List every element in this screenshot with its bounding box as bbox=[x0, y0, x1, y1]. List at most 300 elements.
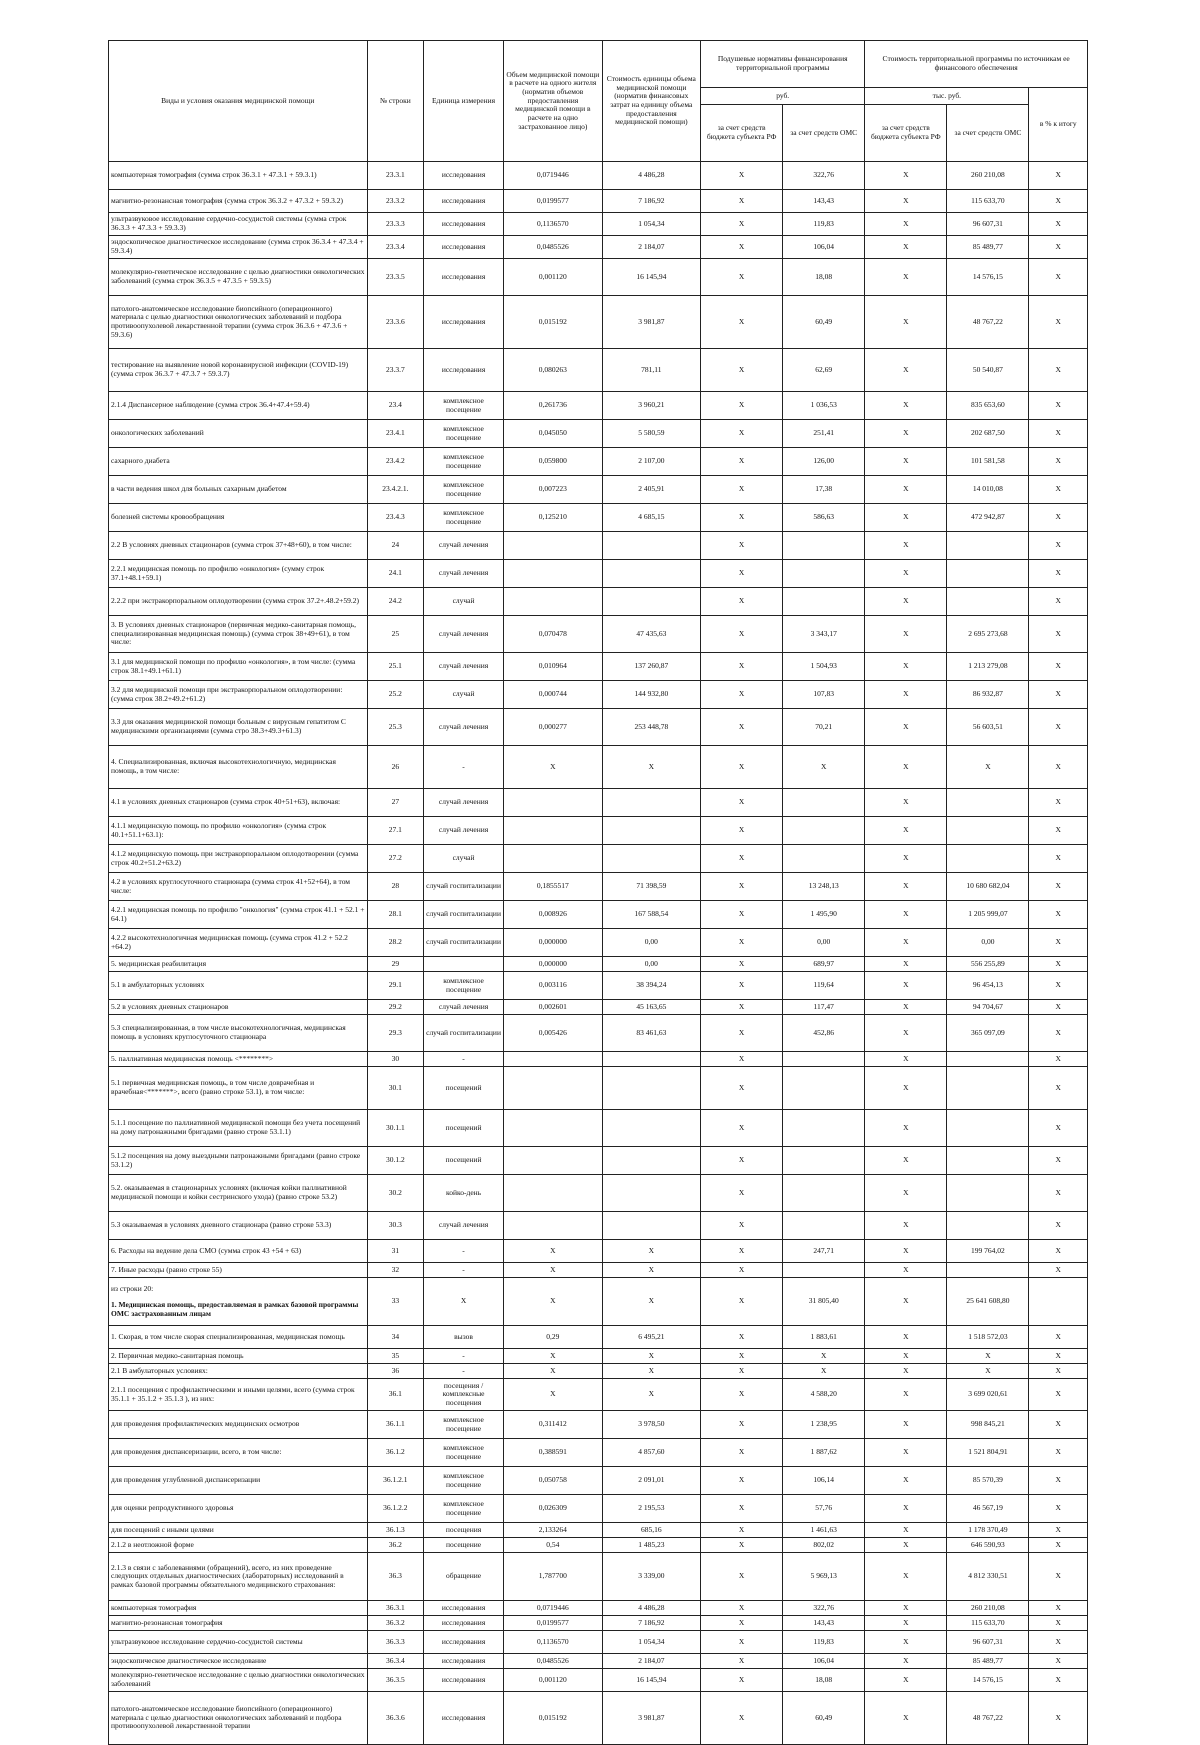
row-cost-oms: 646 590,93 bbox=[947, 1538, 1029, 1553]
row-number: 29 bbox=[367, 957, 423, 972]
row-label: 2.1.2 в неотложной форме bbox=[109, 1538, 368, 1553]
row-cost-oms: 96 607,31 bbox=[947, 213, 1029, 236]
row-unit-cost: X bbox=[602, 1263, 701, 1278]
row-label: 2.2 В условиях дневных стационаров (сумма строк 37+48+60), в том числе: bbox=[109, 532, 368, 560]
row-percapita-oms: 0,00 bbox=[783, 929, 865, 957]
row-unit-cost: 1 054,34 bbox=[602, 213, 701, 236]
row-percapita-budget: X bbox=[701, 1439, 783, 1467]
row-number: 25.1 bbox=[367, 653, 423, 681]
row-number: 25 bbox=[367, 616, 423, 653]
row-cost-budget: X bbox=[865, 349, 947, 392]
row-label bbox=[109, 1278, 368, 1326]
row-percapita-budget: X bbox=[701, 1067, 783, 1110]
row-percapita-oms: 106,14 bbox=[783, 1467, 865, 1495]
row-number: 28.2 bbox=[367, 929, 423, 957]
row-volume bbox=[504, 1067, 603, 1110]
row-cost-oms bbox=[947, 1110, 1029, 1147]
row-number: 30.1.2 bbox=[367, 1147, 423, 1175]
table-row bbox=[109, 1538, 1088, 1553]
header-budget-rub: за счет средств бюджета субъекта РФ bbox=[701, 105, 783, 162]
row-unit-cost: 7 186,92 bbox=[602, 1616, 701, 1631]
row-unit: комплексное посещение bbox=[424, 1411, 504, 1439]
row-cost-oms: 96 607,31 bbox=[947, 1631, 1029, 1654]
row-unit-cost: 1 485,23 bbox=[602, 1538, 701, 1553]
table-row bbox=[109, 817, 1088, 845]
row-cost-oms: 365 097,09 bbox=[947, 1015, 1029, 1052]
table-row bbox=[109, 1601, 1088, 1616]
row-unit: посещения bbox=[424, 1523, 504, 1538]
row-percent: X bbox=[1029, 957, 1088, 972]
row-cost-budget: X bbox=[865, 1601, 947, 1616]
row-cost-oms: 260 210,08 bbox=[947, 1601, 1029, 1616]
row-percent: X bbox=[1029, 972, 1088, 1000]
row-percent: X bbox=[1029, 1523, 1088, 1538]
row-percent: X bbox=[1029, 929, 1088, 957]
row-unit-cost: 7 186,92 bbox=[602, 190, 701, 213]
table-row bbox=[109, 1654, 1088, 1669]
row-number: 33 bbox=[367, 1278, 423, 1326]
row-cost-budget: X bbox=[865, 213, 947, 236]
table-row bbox=[109, 532, 1088, 560]
row-volume: 0,001120 bbox=[504, 1669, 603, 1692]
row-cost-oms: 556 255,89 bbox=[947, 957, 1029, 972]
row-cost-budget: X bbox=[865, 1495, 947, 1523]
row-percapita-budget: X bbox=[701, 845, 783, 873]
row-unit: комплексное посещение bbox=[424, 420, 504, 448]
row-unit-cost: 2 195,53 bbox=[602, 1495, 701, 1523]
row-cost-oms: 472 942,87 bbox=[947, 504, 1029, 532]
row-unit: случай лечения bbox=[424, 789, 504, 817]
row-volume bbox=[504, 789, 603, 817]
row-percapita-budget: X bbox=[701, 1015, 783, 1052]
row-percapita-budget: X bbox=[701, 392, 783, 420]
row-unit-cost: 167 588,54 bbox=[602, 901, 701, 929]
row-cost-budget: X bbox=[865, 1067, 947, 1110]
row-percapita-oms: 60,49 bbox=[783, 296, 865, 349]
row-unit-cost: 2 107,00 bbox=[602, 448, 701, 476]
table-row bbox=[109, 1175, 1088, 1212]
row-cost-oms: X bbox=[947, 1349, 1029, 1364]
row-percent: X bbox=[1029, 259, 1088, 296]
row-unit-cost: 3 981,87 bbox=[602, 1692, 701, 1745]
row-label: 5.1 в амбулаторных условиях bbox=[109, 972, 368, 1000]
row-number: 36.3.5 bbox=[367, 1669, 423, 1692]
row-cost-budget: X bbox=[865, 420, 947, 448]
row-number: 25.2 bbox=[367, 681, 423, 709]
row-unit-cost bbox=[602, 560, 701, 588]
row-cost-oms bbox=[947, 532, 1029, 560]
row-percapita-budget: X bbox=[701, 1523, 783, 1538]
row-percapita-oms: 247,71 bbox=[783, 1240, 865, 1263]
row-volume: 0,0719446 bbox=[504, 1601, 603, 1616]
row-percapita-budget: X bbox=[701, 504, 783, 532]
row-cost-oms bbox=[947, 845, 1029, 873]
row-cost-budget: X bbox=[865, 1654, 947, 1669]
row-percapita-budget: X bbox=[701, 681, 783, 709]
row-label: 4.2 в условиях круглосуточного стационара (сумма строк 41+52+64), в том числе: bbox=[109, 873, 368, 901]
document-page bbox=[108, 40, 1088, 1745]
row-percapita-oms: X bbox=[783, 1364, 865, 1379]
row-unit-cost: 4 486,28 bbox=[602, 1601, 701, 1616]
row-unit: комплексное посещение bbox=[424, 392, 504, 420]
row-number: 23.4 bbox=[367, 392, 423, 420]
row-percapita-budget: X bbox=[701, 1052, 783, 1067]
table-row bbox=[109, 162, 1088, 190]
row-unit: X bbox=[424, 1278, 504, 1326]
row-number: 36.1.2 bbox=[367, 1439, 423, 1467]
row-percapita-budget: X bbox=[701, 1538, 783, 1553]
row-label: 5.1 первичная медицинская помощь, в том числе доврачебная и врачебная<*******>, всего (равно строке 53.1), в том числе: bbox=[109, 1067, 368, 1110]
row-volume: X bbox=[504, 1364, 603, 1379]
table-row bbox=[109, 1669, 1088, 1692]
row-unit: случай лечения bbox=[424, 709, 504, 746]
row-volume: X bbox=[504, 1278, 603, 1326]
row-unit-cost: 3 981,87 bbox=[602, 296, 701, 349]
row-percapita-oms: 1 461,63 bbox=[783, 1523, 865, 1538]
row-percapita-budget: X bbox=[701, 789, 783, 817]
row-unit: случай лечения bbox=[424, 653, 504, 681]
table-row bbox=[109, 504, 1088, 532]
row-cost-budget: X bbox=[865, 972, 947, 1000]
row-cost-budget: X bbox=[865, 588, 947, 616]
row-number: 36.3.4 bbox=[367, 1654, 423, 1669]
row-percapita-oms: 802,02 bbox=[783, 1538, 865, 1553]
row-unit-cost bbox=[602, 1212, 701, 1240]
row-percapita-budget: X bbox=[701, 1379, 783, 1411]
header-program-cost: Стоимость территориальной программы по источникам ее финансового обеспечения bbox=[865, 41, 1088, 88]
row-cost-budget: X bbox=[865, 1553, 947, 1601]
table-row bbox=[109, 789, 1088, 817]
row-unit: случай лечения bbox=[424, 817, 504, 845]
row-percent: X bbox=[1029, 213, 1088, 236]
row-cost-oms: 85 570,39 bbox=[947, 1467, 1029, 1495]
table-row bbox=[109, 1495, 1088, 1523]
row-volume: 0,1136570 bbox=[504, 1631, 603, 1654]
row-cost-oms: 101 581,58 bbox=[947, 448, 1029, 476]
row-unit: посещение bbox=[424, 1538, 504, 1553]
row-label: 4.2.2 высокотехнологичная медицинская помощь (сумма строк 41.2 + 52.2 +64.2) bbox=[109, 929, 368, 957]
row-percent: X bbox=[1029, 1616, 1088, 1631]
row-number: 23.3.1 bbox=[367, 162, 423, 190]
row-cost-oms: 115 633,70 bbox=[947, 1616, 1029, 1631]
row-unit: случай лечения bbox=[424, 1212, 504, 1240]
header-cost: Стоимость единицы объема медицинской помощи (норматив финансовых затрат на единицу объема предоставления медицинской помощи) bbox=[602, 41, 701, 162]
row-label: ультразвуковое исследование сердечно-сосудистой системы bbox=[109, 1631, 368, 1654]
row-percent: X bbox=[1029, 681, 1088, 709]
row-percapita-budget: X bbox=[701, 1654, 783, 1669]
row-label: для проведения профилактических медицинских осмотров bbox=[109, 1411, 368, 1439]
row-number: 36.1.1 bbox=[367, 1411, 423, 1439]
row-unit-cost: 3 978,50 bbox=[602, 1411, 701, 1439]
table-row bbox=[109, 259, 1088, 296]
row-volume: 1,787700 bbox=[504, 1553, 603, 1601]
row-volume: X bbox=[504, 1379, 603, 1411]
row-unit-cost: 5 580,59 bbox=[602, 420, 701, 448]
row-unit-cost: 144 932,80 bbox=[602, 681, 701, 709]
row-volume: 0,54 bbox=[504, 1538, 603, 1553]
row-unit-cost: 4 857,60 bbox=[602, 1439, 701, 1467]
row-percapita-oms: 18,08 bbox=[783, 259, 865, 296]
row-cost-oms: 0,00 bbox=[947, 929, 1029, 957]
row-percapita-budget: X bbox=[701, 1110, 783, 1147]
table-row bbox=[109, 709, 1088, 746]
row-unit bbox=[424, 957, 504, 972]
row-percent: X bbox=[1029, 845, 1088, 873]
row-volume bbox=[504, 817, 603, 845]
row-volume: 0,1136570 bbox=[504, 213, 603, 236]
row-cost-budget: X bbox=[865, 1000, 947, 1015]
row-number: 23.4.2 bbox=[367, 448, 423, 476]
row-percent: X bbox=[1029, 532, 1088, 560]
row-unit: комплексное посещение bbox=[424, 1467, 504, 1495]
row-percapita-budget: X bbox=[701, 448, 783, 476]
row-number: 36.3.1 bbox=[367, 1601, 423, 1616]
header-oms-thrub: за счет средств ОМС bbox=[947, 105, 1029, 162]
row-percapita-oms: 3 343,17 bbox=[783, 616, 865, 653]
row-cost-budget: X bbox=[865, 259, 947, 296]
row-percent: X bbox=[1029, 1538, 1088, 1553]
row-volume: 0,311412 bbox=[504, 1411, 603, 1439]
row-cost-budget: X bbox=[865, 929, 947, 957]
row-cost-oms bbox=[947, 1147, 1029, 1175]
row-label: 3.2 для медицинской помощи при экстракорпоральном оплодотворении: (сумма строк 38.2+49.2+61.2) bbox=[109, 681, 368, 709]
row-number: 23.4.1 bbox=[367, 420, 423, 448]
row-unit-cost bbox=[602, 588, 701, 616]
row-unit: исследования bbox=[424, 162, 504, 190]
row-percapita-oms: 17,38 bbox=[783, 476, 865, 504]
row-percapita-oms: 119,83 bbox=[783, 1631, 865, 1654]
row-label: молекулярно-генетическое исследование с целью диагностики онкологических заболеваний (сумма строк 36.3.5 + 47.3.5 + 59.3.5) bbox=[109, 259, 368, 296]
row-number: 23.3.3 bbox=[367, 213, 423, 236]
row-unit-cost: X bbox=[602, 1364, 701, 1379]
row-cost-oms: X bbox=[947, 1364, 1029, 1379]
row-unit-cost: 2 184,07 bbox=[602, 1654, 701, 1669]
row-unit: комплексное посещение bbox=[424, 1439, 504, 1467]
row-percent: X bbox=[1029, 1692, 1088, 1745]
row-label: патолого-анатомическое исследование биопсийного (операционного) материала с целью диагностики онкологических заболеваний и подбора противоопухолевой лекарственной терапии (сумма строк 36.3.6 + 47.3.6 + 59.3.6) bbox=[109, 296, 368, 349]
table-row bbox=[109, 1523, 1088, 1538]
row-cost-oms: 2 695 273,68 bbox=[947, 616, 1029, 653]
row-unit: случай bbox=[424, 588, 504, 616]
row-cost-oms bbox=[947, 1263, 1029, 1278]
header-row-no: № строки bbox=[367, 41, 423, 162]
row-unit: - bbox=[424, 1349, 504, 1364]
row-cost-budget: X bbox=[865, 1240, 947, 1263]
row-cost-budget: X bbox=[865, 1616, 947, 1631]
row-cost-oms: 25 641 608,80 bbox=[947, 1278, 1029, 1326]
row-unit-cost: 2 405,91 bbox=[602, 476, 701, 504]
row-percapita-budget: X bbox=[701, 901, 783, 929]
row-number: 24.2 bbox=[367, 588, 423, 616]
row-cost-budget: X bbox=[865, 789, 947, 817]
row-unit-cost: 781,11 bbox=[602, 349, 701, 392]
row-percapita-oms: 119,64 bbox=[783, 972, 865, 1000]
row-unit: исследования bbox=[424, 1616, 504, 1631]
row-unit: комплексное посещение bbox=[424, 972, 504, 1000]
row-volume: 0,005426 bbox=[504, 1015, 603, 1052]
row-percapita-oms bbox=[783, 1212, 865, 1240]
table-row bbox=[109, 1052, 1088, 1067]
table-row bbox=[109, 873, 1088, 901]
row-label: эндоскопическое диагностическое исследование bbox=[109, 1654, 368, 1669]
row-number: 30.1 bbox=[367, 1067, 423, 1110]
row-label: 5.3 специализированная, в том числе высокотехнологичная, медицинская помощь в условиях круглосуточного стационара bbox=[109, 1015, 368, 1052]
row-percent: X bbox=[1029, 504, 1088, 532]
row-volume bbox=[504, 845, 603, 873]
row-unit-cost: 38 394,24 bbox=[602, 972, 701, 1000]
row-percent: X bbox=[1029, 1147, 1088, 1175]
row-cost-budget: X bbox=[865, 1439, 947, 1467]
row-volume: 0,015192 bbox=[504, 1692, 603, 1745]
row-unit: исследования bbox=[424, 1654, 504, 1669]
row-number: 23.3.6 bbox=[367, 296, 423, 349]
table-row bbox=[109, 1439, 1088, 1467]
row-percapita-oms bbox=[783, 532, 865, 560]
row-volume: 0,015192 bbox=[504, 296, 603, 349]
row-unit-cost bbox=[602, 532, 701, 560]
row-percapita-oms: 31 805,40 bbox=[783, 1278, 865, 1326]
row-cost-budget: X bbox=[865, 1110, 947, 1147]
row-percapita-budget: X bbox=[701, 1240, 783, 1263]
row-percapita-oms bbox=[783, 560, 865, 588]
row-volume: 0,29 bbox=[504, 1326, 603, 1349]
row-volume: 0,002601 bbox=[504, 1000, 603, 1015]
header-per-capita: Подушевые нормативы финансирования территориальной программы bbox=[701, 41, 865, 88]
table-row bbox=[109, 349, 1088, 392]
row-percapita-oms bbox=[783, 789, 865, 817]
row-unit: посещения / комплексные посещения bbox=[424, 1379, 504, 1411]
row-cost-budget: X bbox=[865, 817, 947, 845]
row-volume: 0,070478 bbox=[504, 616, 603, 653]
row-percapita-budget: X bbox=[701, 420, 783, 448]
row-cost-budget: X bbox=[865, 532, 947, 560]
row-percapita-oms: 1 495,90 bbox=[783, 901, 865, 929]
table-row bbox=[109, 746, 1088, 789]
row-unit-cost: 4 685,15 bbox=[602, 504, 701, 532]
row-percapita-oms: 106,04 bbox=[783, 1654, 865, 1669]
row-cost-budget: X bbox=[865, 845, 947, 873]
row-percapita-budget: X bbox=[701, 1669, 783, 1692]
row-volume: 0,000000 bbox=[504, 929, 603, 957]
row-percapita-oms: 126,00 bbox=[783, 448, 865, 476]
row-cost-oms: 14 576,15 bbox=[947, 1669, 1029, 1692]
row-cost-oms: 115 633,70 bbox=[947, 190, 1029, 213]
row-percapita-budget: X bbox=[701, 1467, 783, 1495]
row-percent: X bbox=[1029, 616, 1088, 653]
row-number: 30 bbox=[367, 1052, 423, 1067]
row-label: 2.1.4 Диспансерное наблюдение (сумма строк 36.4+47.4+59.4) bbox=[109, 392, 368, 420]
row-percapita-oms: 117,47 bbox=[783, 1000, 865, 1015]
row-percapita-budget: X bbox=[701, 1175, 783, 1212]
row-unit: - bbox=[424, 1263, 504, 1278]
table-row bbox=[109, 420, 1088, 448]
row-cost-budget: X bbox=[865, 1538, 947, 1553]
row-volume bbox=[504, 1052, 603, 1067]
row-percapita-budget: X bbox=[701, 1263, 783, 1278]
row-cost-budget: X bbox=[865, 873, 947, 901]
row-cost-budget: X bbox=[865, 1467, 947, 1495]
row-cost-budget: X bbox=[865, 681, 947, 709]
table-row bbox=[109, 901, 1088, 929]
table-row bbox=[109, 1110, 1088, 1147]
row-percapita-budget: X bbox=[701, 1616, 783, 1631]
row-cost-oms: 1 213 279,08 bbox=[947, 653, 1029, 681]
table-row bbox=[109, 1467, 1088, 1495]
row-volume: 0,000000 bbox=[504, 957, 603, 972]
row-percapita-budget: X bbox=[701, 616, 783, 653]
table-row bbox=[109, 1212, 1088, 1240]
row-cost-budget: X bbox=[865, 504, 947, 532]
row-label: молекулярно-генетическое исследование с целью диагностики онкологических заболеваний bbox=[109, 1669, 368, 1692]
row-number: 29.3 bbox=[367, 1015, 423, 1052]
row-percent: X bbox=[1029, 1439, 1088, 1467]
row-percapita-oms bbox=[783, 1263, 865, 1278]
row-volume: 0,388591 bbox=[504, 1439, 603, 1467]
row-percapita-oms bbox=[783, 817, 865, 845]
row-cost-budget: X bbox=[865, 709, 947, 746]
row-unit: комплексное посещение bbox=[424, 448, 504, 476]
row-percapita-oms: 5 969,13 bbox=[783, 1553, 865, 1601]
row-percent: X bbox=[1029, 653, 1088, 681]
row-volume: 0,261736 bbox=[504, 392, 603, 420]
table-row bbox=[109, 616, 1088, 653]
row-unit: исследования bbox=[424, 296, 504, 349]
row-unit: посещений bbox=[424, 1147, 504, 1175]
row-percapita-budget: X bbox=[701, 236, 783, 259]
row-unit-cost: 6 495,21 bbox=[602, 1326, 701, 1349]
row-unit: вызов bbox=[424, 1326, 504, 1349]
row-unit-cost bbox=[602, 1175, 701, 1212]
row-unit-cost: 47 435,63 bbox=[602, 616, 701, 653]
row-number: 35 bbox=[367, 1349, 423, 1364]
table-row bbox=[109, 1364, 1088, 1379]
table-row bbox=[109, 681, 1088, 709]
row-percent: X bbox=[1029, 420, 1088, 448]
row-unit: комплексное посещение bbox=[424, 1495, 504, 1523]
row-cost-oms: 48 767,22 bbox=[947, 296, 1029, 349]
row-label: эндоскопическое диагностическое исследование (сумма строк 36.3.4 + 47.3.4 + 59.3.4) bbox=[109, 236, 368, 259]
row-number: 28 bbox=[367, 873, 423, 901]
table-header bbox=[109, 41, 1088, 162]
row-unit-cost bbox=[602, 1067, 701, 1110]
row-unit-cost bbox=[602, 1147, 701, 1175]
row-label: 4.1.1 медицинскую помощь по профилю «онкология» (сумма строк 40.1+51.1+63.1): bbox=[109, 817, 368, 845]
row-number: 36.3 bbox=[367, 1553, 423, 1601]
row-unit: обращение bbox=[424, 1553, 504, 1601]
row-percapita-oms: 60,49 bbox=[783, 1692, 865, 1745]
row-number: 32 bbox=[367, 1263, 423, 1278]
row-number: 36.1.3 bbox=[367, 1523, 423, 1538]
row-unit-cost bbox=[602, 817, 701, 845]
row-percapita-budget: X bbox=[701, 296, 783, 349]
row-percapita-budget: X bbox=[701, 1495, 783, 1523]
row-percent: X bbox=[1029, 1067, 1088, 1110]
row-cost-oms: 85 489,77 bbox=[947, 236, 1029, 259]
row-percent: X bbox=[1029, 1654, 1088, 1669]
row-number: 23.3.4 bbox=[367, 236, 423, 259]
table-row bbox=[109, 972, 1088, 1000]
row-unit-cost: X bbox=[602, 1379, 701, 1411]
row-label: 3.1 для медицинской помощи по профилю «онкология», в том числе: (сумма строк 38.1+49.1+61.1) bbox=[109, 653, 368, 681]
row-cost-oms: 4 812 330,51 bbox=[947, 1553, 1029, 1601]
row-percent: X bbox=[1029, 1326, 1088, 1349]
row-number: 24 bbox=[367, 532, 423, 560]
row-percapita-budget: X bbox=[701, 1000, 783, 1015]
row-label: 3. В условиях дневных стационаров (первичная медико-санитарная помощь, специализированная медицинская помощь) (сумма строк 38+49+61), в том числе: bbox=[109, 616, 368, 653]
row-volume: 0,0485526 bbox=[504, 1654, 603, 1669]
row-percent: X bbox=[1029, 236, 1088, 259]
row-percapita-budget: X bbox=[701, 1553, 783, 1601]
